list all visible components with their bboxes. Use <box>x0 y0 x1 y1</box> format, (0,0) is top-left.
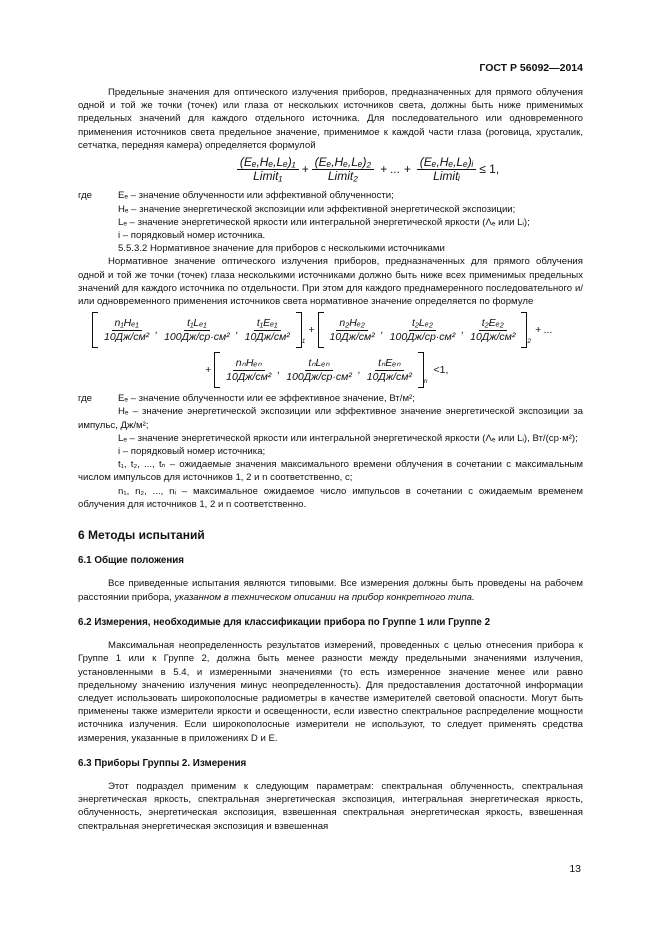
definition-item: i – порядковый номер источника; <box>118 446 266 458</box>
definition-item: Lₑ – значение энергетической яркости или интегральной энергетической яркости (Λₑ или Lᵢ), Вт/(ср·м²); <box>118 432 578 444</box>
fraction-2: $\frac{\text{(Eₑ,Hₑ,Lₑ)₂}}{\text{Limit₂}}$ <box>312 156 375 183</box>
document-header: ГОСТ Р 56092—2014 <box>479 62 583 74</box>
subsection-title: 5.5.3.2 Нормативное значение для приборов с несколькими источниками <box>118 243 445 255</box>
section-heading-6: 6 Методы испытаний <box>78 528 205 543</box>
fraction-1: $\frac{\text{(Eₑ,Hₑ,Lₑ)₁}}{\text{Limit₁}}$ <box>237 156 299 183</box>
definition-item: Eₑ – значение облученности или ее эффективное значение, Вт/м²; <box>118 393 415 405</box>
section-heading-6-1: 6.1 Общие положения <box>78 555 185 567</box>
paragraph-6-3: Этот подраздел применим к следующим параметрам: спектральная облученность, спектральная энергетическая яркость, спектральная энергетическая экспозиция, интегральная энергетическая яркость, облученность, энергетическая экспозиция, взвешенная спектральная энергетическая яркость, взвешенная спектральная энергетическая экспозиция и взвешенная <box>78 780 583 832</box>
definition-item: Hₑ – значение энергетической экспозиции или эффективной энергетической экспозиции; <box>118 203 516 215</box>
formula-normative: $\frac{\text{n₁Hₑ₁}}{\text{10Дж/см²}}$ , $\frac{\text{t₁Lₑ₁}}{\text{100Дж/ср·см²}}$ , $\frac{\text{t₁Eₑ₁}}{\text{10Дж/см²}}$ 1 + $\frac{\text{n₂Hₑ₂}}{\text{10Дж/см²}}$ , $\frac{\text{t₂Lₑ₂}}{\text{100Дж/ср·см²}}$ , $\frac{\text{t₂Eₑ₂}}{\text{10Дж/см²}}$ 2 + ... + $\frac{\text{nₙHₑₙ}}{\text{10Дж/см²}}$ , $\frac{\text{tₙLₑₙ}}{\text{100Дж/ср·см²}}$ , $\frac{\text{tₙEₑₙ}}{\text{10Дж/см²}}$ n <1, <box>92 312 583 388</box>
section-heading-6-2: 6.2 Измерения, необходимые для классификации прибора по Группе 1 или Группе 2 <box>78 616 491 628</box>
definition-item: Eₑ – значение облученности или эффективной облученности; <box>118 190 394 202</box>
section-heading-6-3: 6.3 Приборы Группы 2. Измерения <box>78 757 247 769</box>
fraction-i: $\frac{\text{(Eₑ,Hₑ,Lₑ)ᵢ}}{\text{Limitᵢ}}$ <box>417 156 476 183</box>
paragraph-6-2: Максимальная неопределенность результатов измерений, проведенных с целью отнесения прибора к Группе 1 или к Группе 2, должна быть менее разности между предельными значениями излучения, установленными в 5.4, и измеренными значениями (то есть измеренное значение менее или равно предельному значению излучения минус неопределенность). Для предоставления достаточной информации следует использовать широкополосные радиометры в качестве измерителей световой опасности. Могут быть применены также измерители яркости и освещенности, если известно спектральное распределение мощности источника излучения. Если широкополосные измерители не используют, то следует применять средства измерения, указанные в приложениях D и E. <box>78 640 583 744</box>
definitions-1: где Eₑ – значение облученности или эффективной облученности; Hₑ – значение энергетической экспозиции или эффективной энергетической экспозиции; Lₑ – значение энергетической яркости или интегральной энергетической яркости (Λₑ или Lᵢ); i – порядковый номер источника. 5.5.3.2 Нормативное значение для приборов с несколькими источниками <box>78 189 583 255</box>
definition-item: i – порядковый номер источника. <box>118 230 266 242</box>
paragraph-normative: Нормативное значение оптического излучения приборов, предназначенных для прямого облучения одной и той же точки (точек) глаза несколькими источниками должно быть ниже всех применимых предельных значений для каждого источника по отдельности. При этом для каждого преднамеренного последовательного и/или одновременного применения источников света нормативное значение определяется по формуле <box>78 256 583 308</box>
page-number: 13 <box>569 863 581 875</box>
formula-limit-sum: $\frac{\text{(Eₑ,Hₑ,Lₑ)₁}}{\text{Limit₁}}$ + $\frac{\text{(Eₑ,Hₑ,Lₑ)₂}}{\text{Limit₂}}$ + ... + $\frac{\text{(Eₑ,Hₑ,Lₑ)ᵢ}}{\text{Limitᵢ}}$ ≤ 1, <box>150 156 583 183</box>
definition-item: Hₑ – значение энергетической экспозиции или эффективное значение энергетической экспозиции за импульс, Дж/м²; <box>78 406 583 431</box>
page-content <box>78 86 583 833</box>
paragraph-6-1: Все приведенные испытания являются типовыми. Все измерения должны быть проведены на рабочем расстоянии прибора, указанном в техническом описании на прибор конкретного типа. <box>78 578 583 603</box>
definition-item: Lₑ – значение энергетической яркости или интегральной энергетической яркости (Λₑ или Lᵢ); <box>118 216 530 228</box>
paragraph-limits-intro: Предельные значения для оптического излучения приборов, предназначенных для прямого облучения одной и той же точки (точек) или глаза от нескольких источников света, должны быть ниже применимых предельных значений для каждого отдельного источника. Для последовательного или одновременного применения источников света предельное значение, применимое к каждой части глаза (роговица, хрусталик, сетчатка, передняя камера) определяется формулой <box>78 87 583 151</box>
definitions-2: где Eₑ – значение облученности или ее эффективное значение, Вт/м²; <box>78 392 583 405</box>
definition-item: t₁, t₂, ..., tₙ – ожидаемые значения максимального времени облучения в сочетании с максимальным числом импульсов для источников 1, 2 и n соответственно, с; <box>78 459 583 484</box>
definition-item: n₁, n₂, ..., nᵢ – максимальное ожидаемое число импульсов в сочетании с ожидаемым временем облучения для источников 1, 2 и n соответственно. <box>78 485 583 510</box>
